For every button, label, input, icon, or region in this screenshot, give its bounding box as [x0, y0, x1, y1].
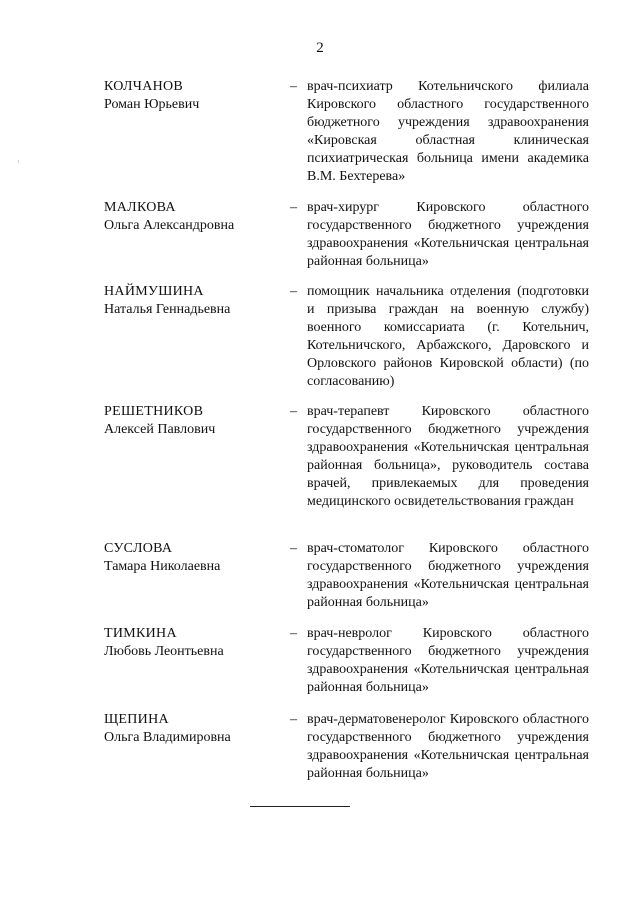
member-name	[104, 283, 274, 319]
member-role: врач-психиатр Котельничского филиала Кировского областного государственного бюджетного учреждения здравоохранения «Кировская областная клиническая психиатрическая больница имени академика В.М. Бехтерева»	[307, 79, 589, 184]
end-of-list-rule	[250, 806, 350, 807]
member-name	[104, 625, 274, 661]
member-surname: МАЛКОВА	[104, 200, 176, 215]
member-role: врач-терапевт Кировского областного государственного бюджетного учреждения здравоохранения «Котельничская центральная районная больница», руководитель состава врачей, привлекаемых для проведения медицинского освидетельствования граждан	[307, 404, 589, 509]
member-surname: ЩЕПИНА	[104, 712, 169, 727]
dash-separator: –	[290, 626, 297, 641]
dash-separator: –	[290, 200, 297, 215]
member-surname: СУСЛОВА	[104, 541, 173, 556]
dash-separator: –	[290, 712, 297, 727]
member-role: помощник начальника отделения (подготовки и призыва граждан на военную службу) военного комиссариата (г. Котельнич, Котельничского, Арбажского, Даровского и Орловского районов Кировской области) (по согласованию)	[307, 284, 589, 389]
scan-speck	[18, 160, 19, 163]
member-surname: ТИМКИНА	[104, 626, 177, 641]
member-given-names: Наталья Геннадьевна	[104, 302, 231, 317]
member-given-names: Тамара Николаевна	[104, 559, 221, 574]
dash-separator: –	[290, 404, 297, 419]
member-role: врач-дерматовенеролог Кировского областного государственного бюджетного учреждения здравоохранения «Котельничская центральная районная больница»	[307, 712, 589, 781]
member-name	[104, 199, 274, 235]
dash-separator: –	[290, 541, 297, 556]
member-role: врач-хирург Кировского областного государственного бюджетного учреждения здравоохранения «Котельничская центральная районная больница»	[307, 200, 589, 269]
member-name	[104, 403, 274, 439]
member-role: врач-стоматолог Кировского областного государственного бюджетного учреждения здравоохранения «Котельничская центральная районная больница»	[307, 541, 589, 610]
member-given-names: Роман Юрьевич	[104, 97, 200, 112]
dash-separator: –	[290, 79, 297, 94]
member-surname: КОЛЧАНОВ	[104, 79, 184, 94]
member-name	[104, 711, 274, 747]
member-name	[104, 540, 274, 576]
member-given-names: Любовь Леонтьевна	[104, 644, 224, 659]
member-given-names: Алексей Павлович	[104, 422, 216, 437]
member-given-names: Ольга Александровна	[104, 218, 235, 233]
page-number: 2	[316, 40, 324, 56]
member-name	[104, 78, 274, 114]
member-given-names: Ольга Владимировна	[104, 730, 231, 745]
member-surname: НАЙМУШИНА	[104, 284, 204, 299]
member-role: врач-невролог Кировского областного государственного бюджетного учреждения здравоохранения «Котельничская центральная районная больница»	[307, 626, 589, 695]
member-surname: РЕШЕТНИКОВ	[104, 404, 204, 419]
dash-separator: –	[290, 284, 297, 299]
